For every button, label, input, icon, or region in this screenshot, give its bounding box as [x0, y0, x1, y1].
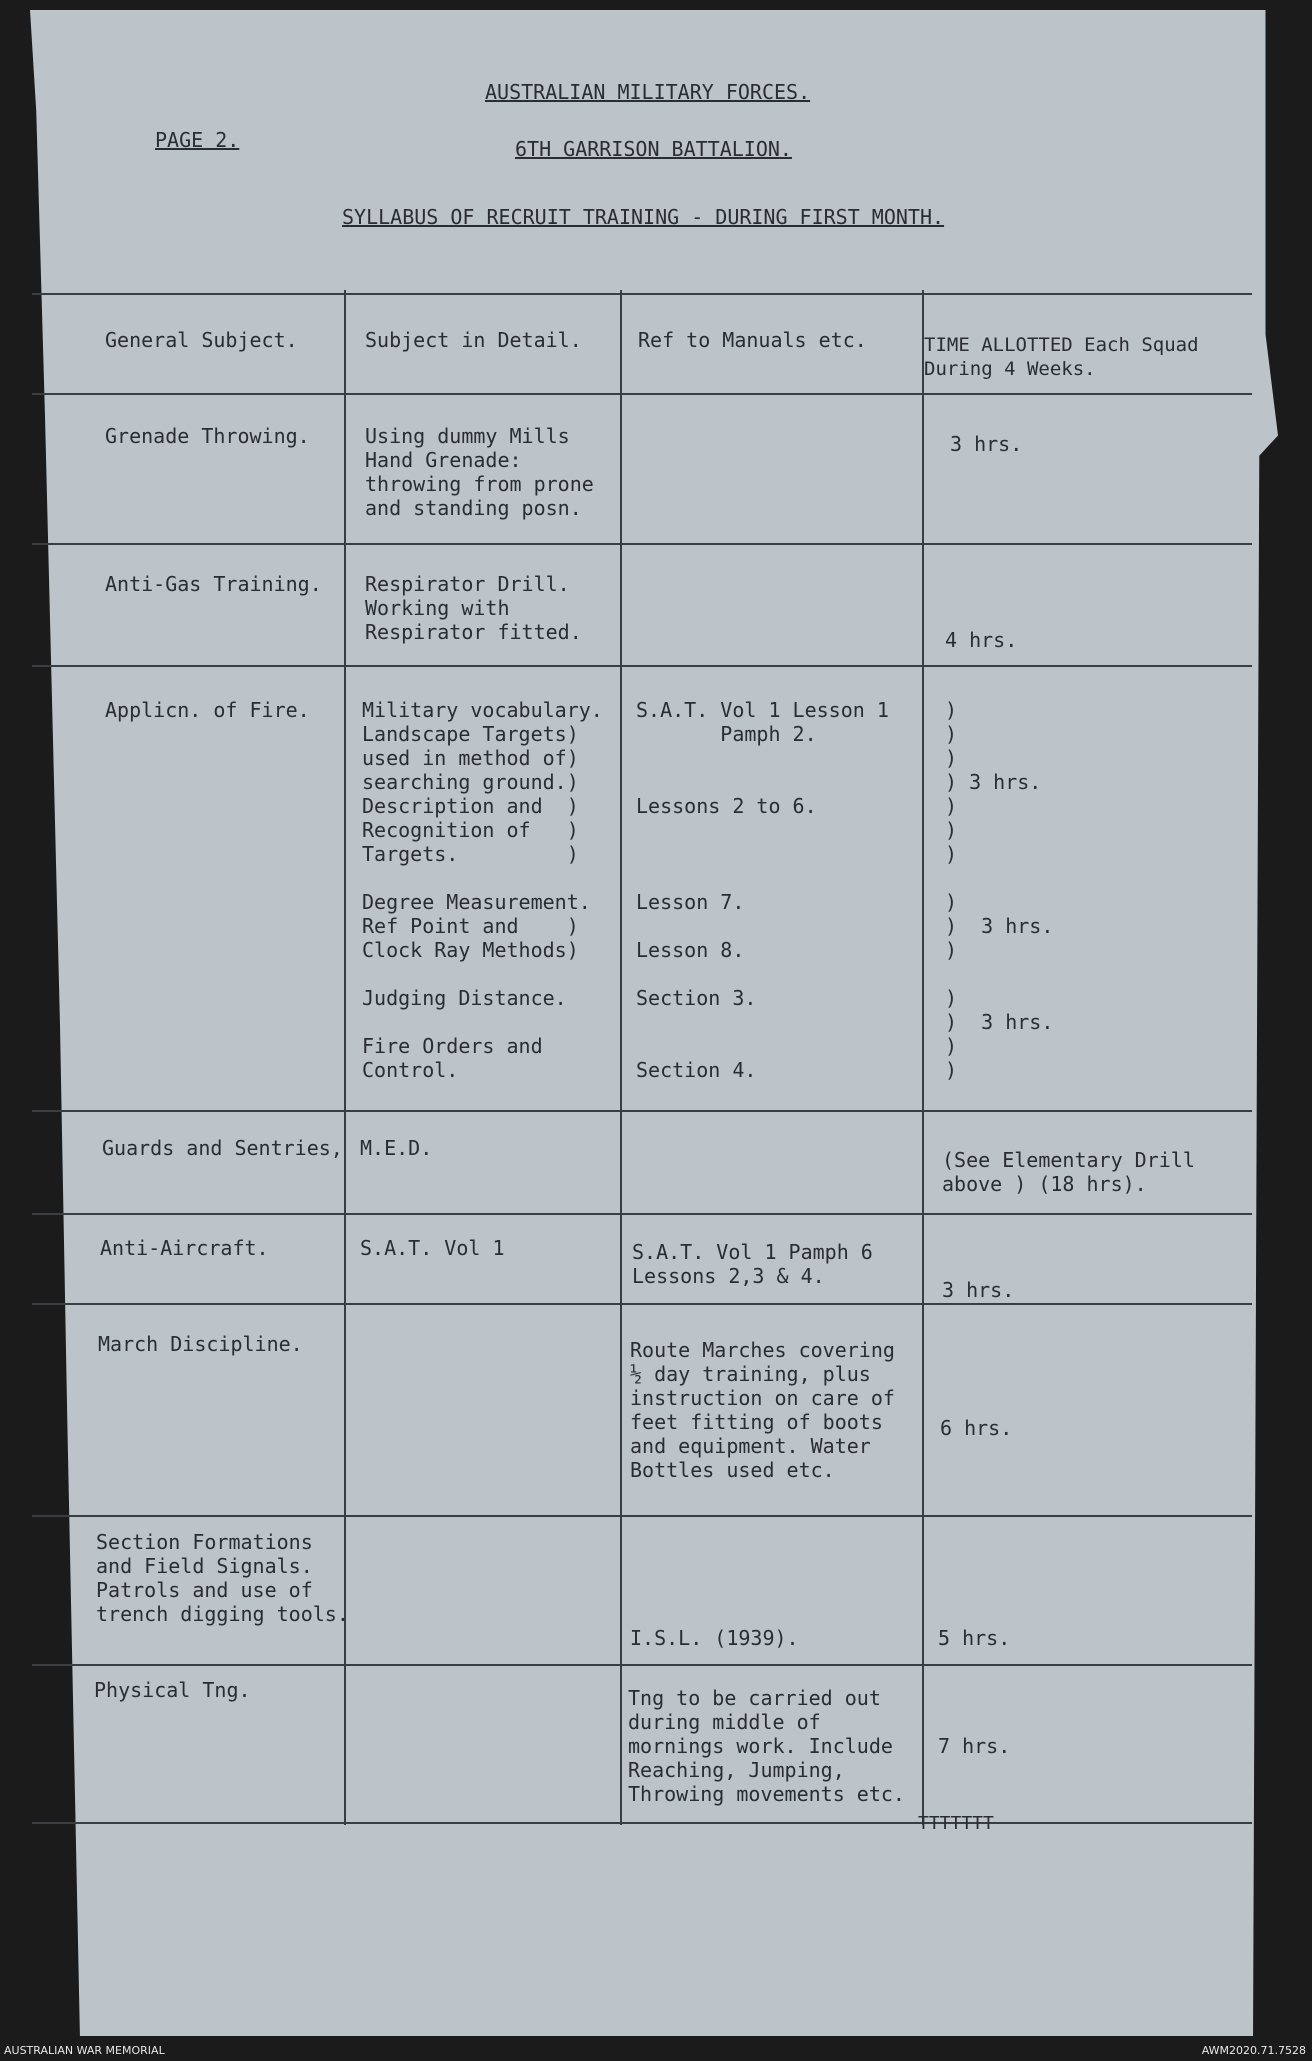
table-rule: [32, 1822, 1252, 1824]
column-rule: [620, 290, 622, 1825]
table-rule: [32, 1664, 1252, 1666]
table-rule: [32, 393, 1252, 395]
row-time: 7 hrs.: [938, 1734, 1011, 1758]
row-ref: Tng to be carried out during middle of mornings work. Include Reaching, Jumping, Throwing movements etc.: [628, 1686, 905, 1806]
row-time: (See Elementary Drill above ) (18 hrs).: [942, 1148, 1195, 1196]
row-ref: Route Marches covering ½ day training, plus instruction on care of feet fitting of boots and equipment. Water Bottles used etc.: [630, 1338, 895, 1482]
row-detail: S.A.T. Vol 1: [360, 1236, 505, 1260]
row-time: ) ) ) ) 3 hrs. ) ) ) ) ) 3 hrs. ) ) ) 3 hrs. ) ): [945, 698, 1054, 1082]
column-header-detail: Subject in Detail.: [365, 328, 582, 352]
row-detail: Military vocabulary. Landscape Targets) used in method of) searching ground.) Description and ) Recognition of ) Targets. ) Degree Measurement. Ref Point and ) Clock Ray Methods) Judging Distance. Fire Orders and Control.: [362, 698, 603, 1082]
column-header-general: General Subject.: [105, 328, 298, 352]
table-rule: [32, 1213, 1252, 1215]
row-general: Grenade Throwing.: [105, 424, 310, 448]
end-mark: TTTTTTT: [918, 1813, 994, 1834]
row-general: Anti-Aircraft.: [100, 1236, 269, 1260]
row-detail: Using dummy Mills Hand Grenade: throwing from prone and standing posn.: [365, 424, 594, 520]
table-rule: [32, 1303, 1252, 1305]
document-title: SYLLABUS OF RECRUIT TRAINING - DURING FIRST MONTH.: [342, 205, 945, 229]
column-header-ref: Ref to Manuals etc.: [638, 328, 867, 352]
row-time: 6 hrs.: [940, 1416, 1013, 1440]
row-ref: S.A.T. Vol 1 Pamph 6 Lessons 2,3 & 4.: [632, 1240, 873, 1288]
table-rule: [32, 665, 1252, 667]
row-time: 4 hrs.: [945, 628, 1018, 652]
row-time: 3 hrs.: [950, 432, 1023, 456]
footer-accession: AWM2020.71.7528: [1201, 2044, 1306, 2057]
row-time: 5 hrs.: [938, 1626, 1011, 1650]
row-general: Applicn. of Fire.: [105, 698, 310, 722]
row-ref: I.S.L. (1939).: [630, 1626, 799, 1650]
row-general: Guards and Sentries,: [102, 1136, 343, 1160]
column-rule: [922, 290, 924, 1825]
footer-credit: AUSTRALIAN WAR MEMORIAL: [4, 2044, 165, 2057]
row-general: March Discipline.: [98, 1332, 303, 1356]
row-time: 3 hrs.: [942, 1278, 1015, 1302]
row-general: Section Formations and Field Signals. Patrols and use of trench digging tools.: [96, 1530, 349, 1626]
page-number: PAGE 2.: [155, 128, 240, 152]
table-rule: [32, 1515, 1252, 1517]
org-heading: AUSTRALIAN MILITARY FORCES.: [485, 80, 811, 104]
table-rule: [32, 1110, 1252, 1112]
unit-heading: 6TH GARRISON BATTALION.: [515, 137, 792, 161]
row-general: Physical Tng.: [94, 1678, 251, 1702]
row-detail: Respirator Drill. Working with Respirator fitted.: [365, 572, 582, 644]
table-rule: [32, 543, 1252, 545]
row-general: Anti-Gas Training.: [105, 572, 322, 596]
row-ref: S.A.T. Vol 1 Lesson 1 Pamph 2. Lessons 2 to 6. Lesson 7. Lesson 8. Section 3. Section 4.: [636, 698, 889, 1082]
row-detail: M.E.D.: [360, 1136, 433, 1160]
column-header-time: TIME ALLOTTED Each Squad During 4 Weeks.: [924, 334, 1199, 380]
table-rule: [32, 293, 1252, 295]
